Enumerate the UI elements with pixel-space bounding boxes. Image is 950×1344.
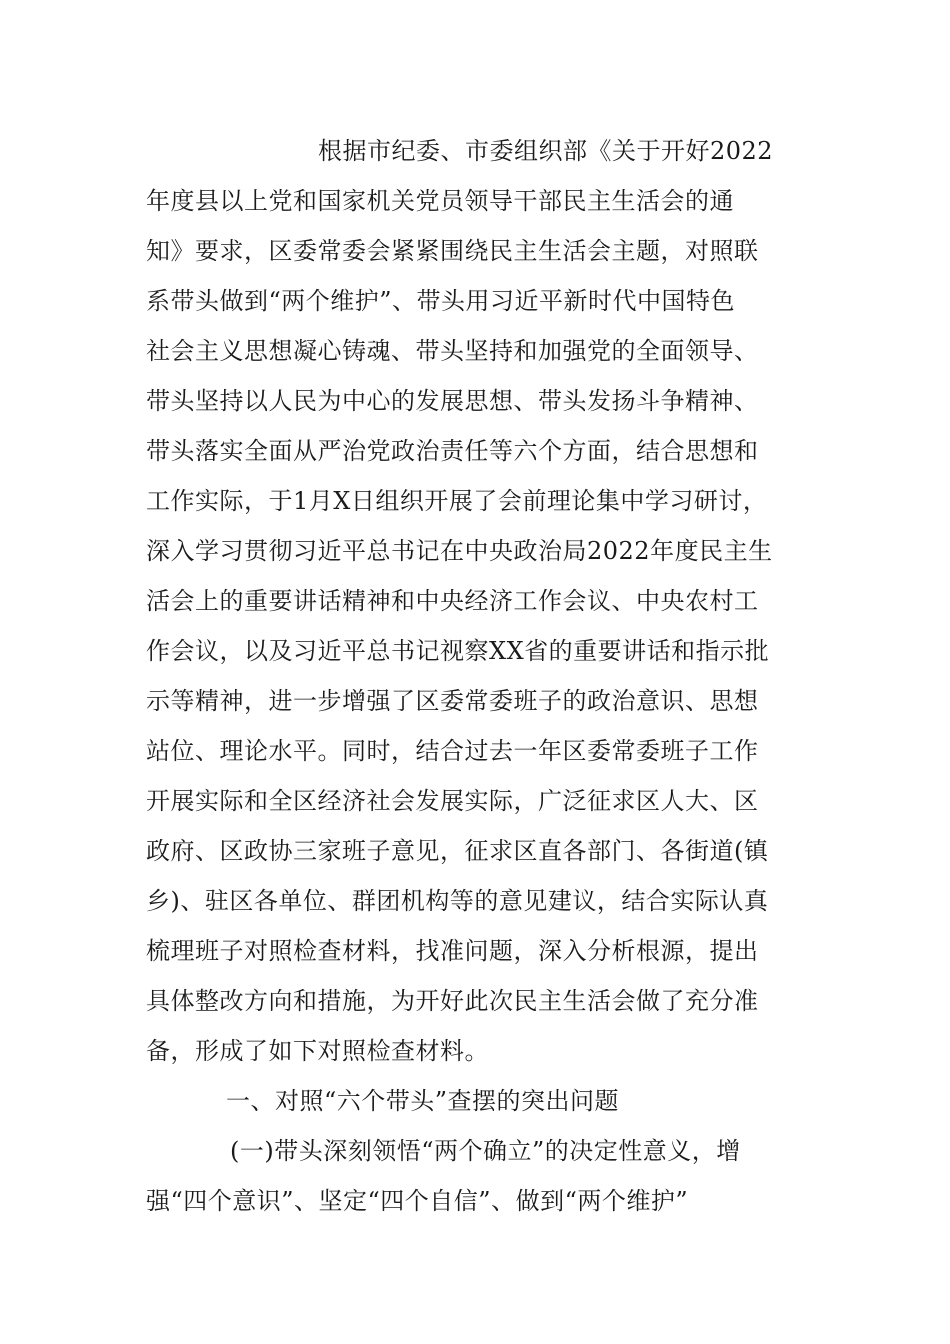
paragraph-line-8: 工作实际，于1月X日组织开展了会前理论集中学习研讨，	[146, 487, 768, 515]
paragraph-line-11: 作会议，以及习近平总书记视察XX省的重要讲话和指示批	[146, 637, 770, 665]
paragraph-line-2: 年度县以上党和国家机关党员领导干部民主生活会的通	[146, 187, 734, 215]
paragraph-line-10: 活会上的重要讲话精神和中央经济工作会议、中央农村工	[146, 587, 759, 615]
paragraph-line-17: 梳理班子对照检查材料，找准问题，深入分析根源，提出	[146, 937, 759, 965]
paragraph-line-19: 备，形成了如下对照检查材料。	[146, 1037, 489, 1065]
subsection-line-2: 强“四个意识”、坚定“四个自信”、做到“两个维护”	[146, 1187, 689, 1215]
section-heading: 一、对照“六个带头”查摆的突出问题	[226, 1087, 620, 1115]
paragraph-line-14: 开展实际和全区经济社会发展实际，广泛征求区人大、区	[146, 787, 759, 815]
paragraph-line-18: 具体整改方向和措施，为开好此次民主生活会做了充分准	[146, 987, 759, 1015]
paragraph-line-6: 带头坚持以人民为中心的发展思想、带头发扬斗争精神、	[146, 387, 759, 415]
paragraph-line-12: 示等精神，进一步增强了区委常委班子的政治意识、思想	[146, 687, 759, 715]
paragraph-line-4: 系带头做到“两个维护”、带头用习近平新时代中国特色	[146, 287, 736, 315]
paragraph-line-5: 社会主义思想凝心铸魂、带头坚持和加强党的全面领导、	[146, 337, 759, 365]
paragraph-line-13: 站位、理论水平。同时，结合过去一年区委常委班子工作	[146, 737, 759, 765]
paragraph-line-3: 知》要求，区委常委会紧紧围绕民主生活会主题，对照联	[146, 237, 759, 265]
paragraph-line-7: 带头落实全面从严治党政治责任等六个方面，结合思想和	[146, 437, 759, 465]
subsection-line-1: (一)带头深刻领悟“两个确立”的决定性意义，增	[230, 1137, 741, 1165]
paragraph-line-9: 深入学习贯彻习近平总书记在中央政治局2022年度民主生	[146, 537, 773, 565]
paragraph-line-15: 政府、区政协三家班子意见，征求区直各部门、各街道(镇	[146, 837, 769, 865]
paragraph-line-1: 根据市纪委、市委组织部《关于开好2022	[318, 137, 774, 165]
paragraph-line-16: 乡)、驻区各单位、群团机构等的意见建议，结合实际认真	[146, 887, 769, 915]
